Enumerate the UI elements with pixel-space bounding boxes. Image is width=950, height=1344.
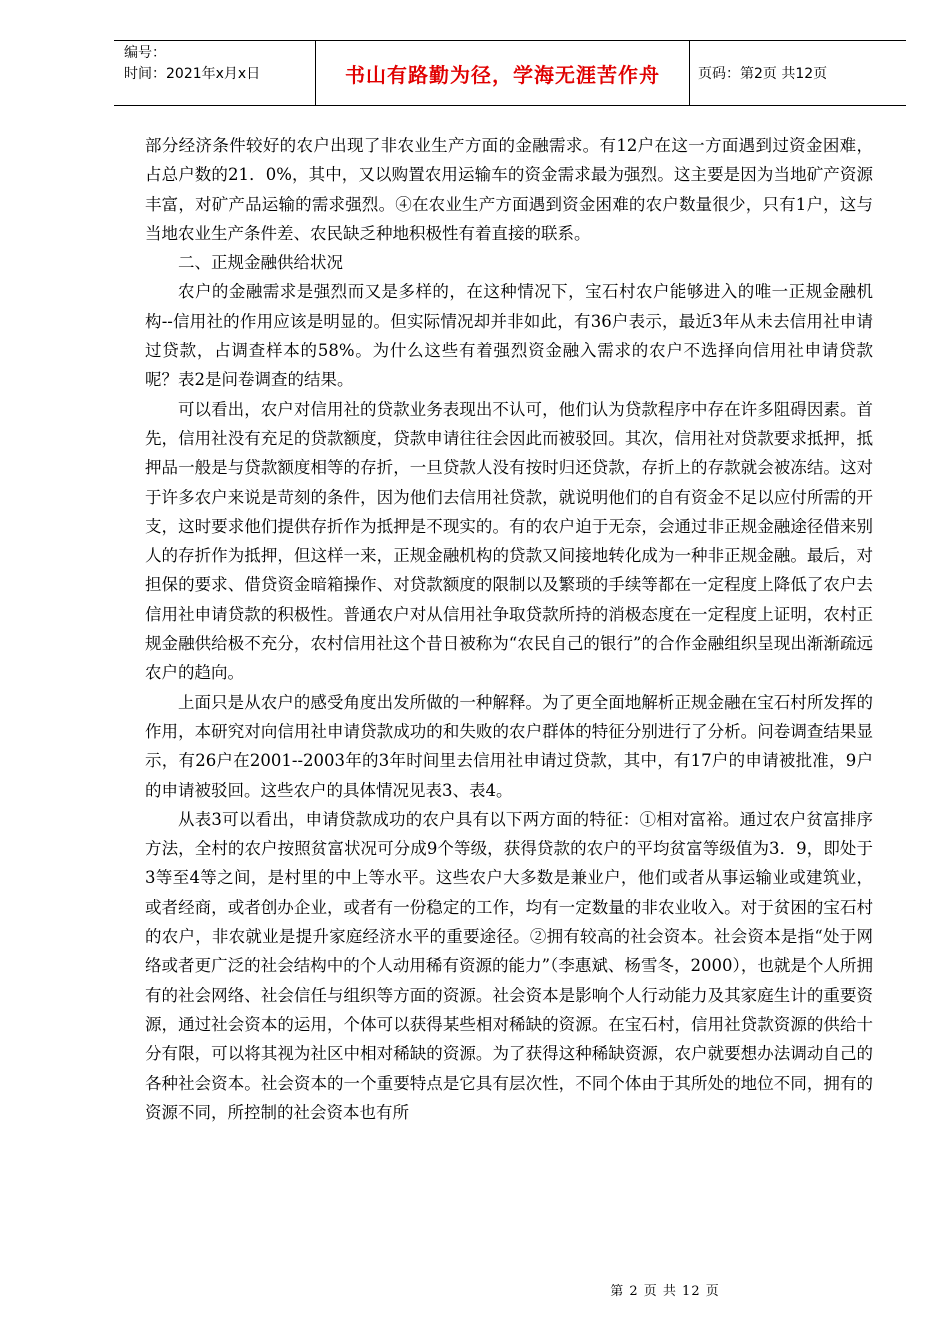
paragraph-3: 可以看出，农户对信用社的贷款业务表现出不认可，他们认为贷款程序中存在许多阻碍因素。首先，信用社没有充足的贷款额度，贷款申请往往会因此而被驳回。其次，信用社对贷款要求抵押，抵押品一般是与贷款额度相等的存折，一旦贷款人没有按时归还贷款，存折上的存款就会被冻结。这对于许多农户来说是苛刻的条件，因为他们去信用社贷款，就说明他们的自有资金不足以应付所需的开支，这时要求他们提供存折作为抵押是不现实的。有的农户迫于无奈，会通过非正规金融途径借来别人的存折作为抵押，但这样一来，正规金融机构的贷款又间接地转化成为一种非正规金融。最后，对担保的要求、借贷资金暗箱操作、对贷款额度的限制以及繁琐的手续等都在一定程度上降低了农户去信用社申请贷款的积极性。普通农户对从信用社争取贷款所持的消极态度在一定程度上证明，农村正规金融供给极不充分，农村信用社这个昔日被称为“农民自己的银行”的合作金融组织呈现出渐渐疏远农户的趋向。: [145, 399, 873, 683]
header-page-label: 页码：第2页 共12页: [698, 66, 828, 82]
paragraph-1: 部分经济条件较好的农户出现了非农业生产方面的金融需求。有12户在这一方面遇到过资金困难，占总户数的21．0%，其中，又以购置农用运输车的资金需求最为强烈。这主要是因为当地矿产资源丰富，对矿产品运输的需求强烈。④在农业生产方面遇到资金困难的农户数量很少，只有1户，这与当地农业生产条件差、农民缺乏种地积极性有着直接的联系。: [145, 136, 873, 243]
header-meta: [114, 41, 316, 105]
paragraph-2: 农户的金融需求是强烈而又是多样的，在这种情况下，宝石村农户能够进入的唯一正规金融机构--信用社的作用应该是明显的。但实际情况却并非如此，有36户表示，最近3年从未去信用社申请过贷款，占调查样本的58%。为什么这些有着强烈资金融入需求的农户不选择向信用社申请贷款呢？表2是问卷调查的结果。: [145, 282, 873, 390]
section-heading: 二、正规金融供给状况: [178, 253, 343, 273]
page-footer: 第 2 页 共 12 页: [610, 1284, 720, 1299]
document-body: [145, 131, 873, 1127]
header-motto: 书山有路勤为径，学海无涯苦作舟: [316, 41, 690, 105]
paragraph-4: 上面只是从农户的感受角度出发所做的一种解释。为了更全面地解析正规金融在宝石村所发挥的作用，本研究对向信用社申请贷款成功的和失败的农户群体的特征分别进行了分析。问卷调查结果显示，有26户在2001--2003年的3年时间里去信用社申请过贷款，其中，有17户的申请被批准，9户的申请被驳回。这些农户的具体情况见表3、表4。: [145, 692, 873, 800]
document-number-label: 编号：: [124, 45, 166, 61]
document-time-label: 时间：2021年x月x日: [124, 66, 261, 82]
page-header: [114, 40, 906, 106]
paragraph-5: 从表3可以看出，申请贷款成功的农户具有以下两方面的特征：①相对富裕。通过农户贫富排序方法，全村的农户按照贫富状况可分成9个等级，获得贷款的农户的平均贫富等级值为3．9，即处于3等至4等之间，是村里的中上等水平。这些农户大多数是兼业户，他们或者从事运输业或建筑业，或者经商，或者创办企业，或者有一份稳定的工作，均有一定数量的非农业收入。对于贫困的宝石村的农户，非农就业是提升家庭经济水平的重要途径。②拥有较高的社会资本。社会资本是指“处于网络或者更广泛的社会结构中的个人动用稀有资源的能力”（李惠斌、杨雪冬，2000），也就是个人所拥有的社会网络、社会信任与组织等方面的资源。社会资本是影响个人行动能力及其家庭生计的重要资源，通过社会资本的运用，个体可以获得某些相对稀缺的资源。在宝石村，信用社贷款资源的供给十分有限，可以将其视为社区中相对稀缺的资源。为了获得这种稀缺资源，农户就要想办法调动自己的各种社会资本。社会资本的一个重要特点是它具有层次性，不同个体由于其所处的地位不同，拥有的资源不同，所控制的社会资本也有所: [145, 809, 873, 1122]
